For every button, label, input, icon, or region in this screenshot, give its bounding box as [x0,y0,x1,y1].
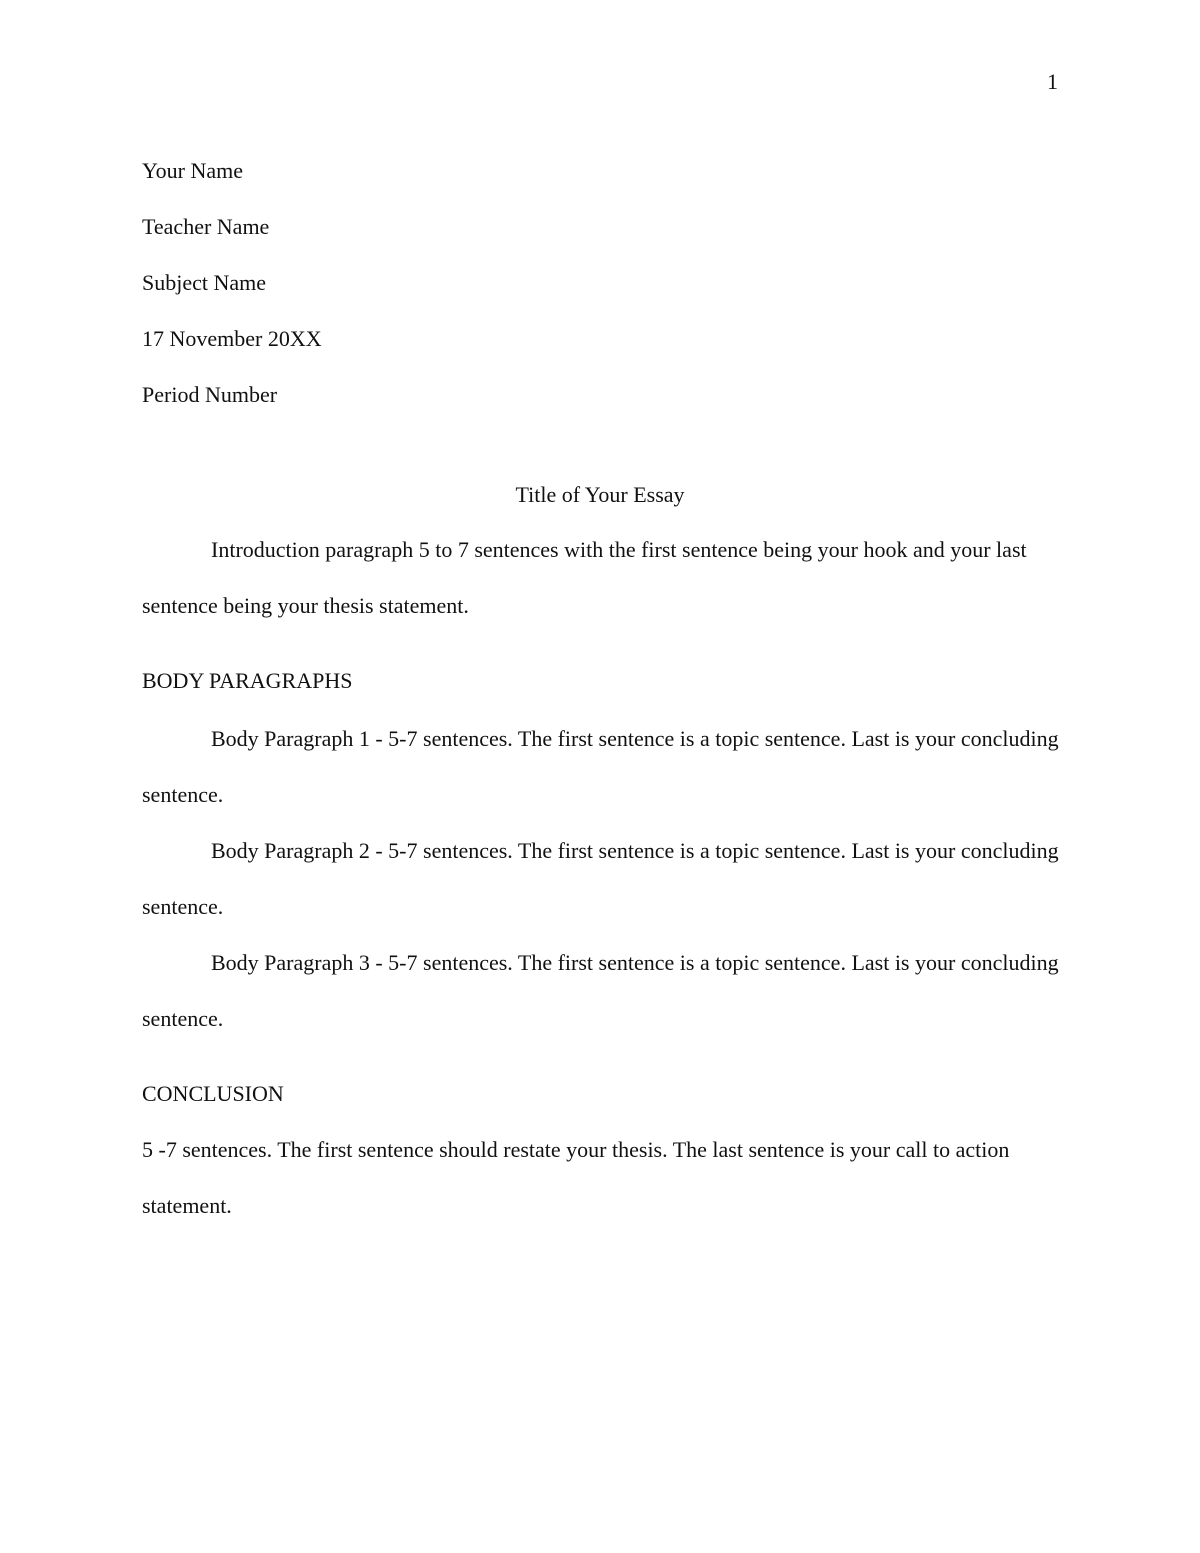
body-paragraph-3: Body Paragraph 3 - 5-7 sentences. The first sentence is a topic sentence. Last is your concluding sentence. [142,950,1059,1031]
conclusion-heading-block [142,1079,1062,1109]
body-section-heading-block [142,666,1062,696]
page-number: 1 [1047,69,1058,94]
mla-heading [142,143,1062,423]
body-paragraphs [142,711,1062,1047]
conclusion-block [142,1122,1062,1234]
essay-title: Title of Your Essay [515,482,685,507]
body-paragraph-2: Body Paragraph 2 - 5-7 sentences. The first sentence is a topic sentence. Last is your concluding sentence. [142,838,1059,919]
introduction-paragraph: Introduction paragraph 5 to 7 sentences with the first sentence being your hook and your last sentence being your thesis statement. [142,537,1027,618]
subject-name: Subject Name [142,270,267,295]
conclusion-paragraph: 5 -7 sentences. The first sentence should restate your thesis. The last sentence is your call to action statement. [142,1137,1010,1218]
introduction-block [142,522,1062,634]
body-section-heading: BODY PARAGRAPHS [142,668,353,693]
period-number: Period Number [142,382,278,407]
conclusion-heading: CONCLUSION [142,1081,284,1106]
date-line: 17 November 20XX [142,326,322,351]
body-paragraph-1: Body Paragraph 1 - 5-7 sentences. The first sentence is a topic sentence. Last is your concluding sentence. [142,726,1059,807]
student-name: Your Name [142,158,244,183]
teacher-name: Teacher Name [142,214,270,239]
